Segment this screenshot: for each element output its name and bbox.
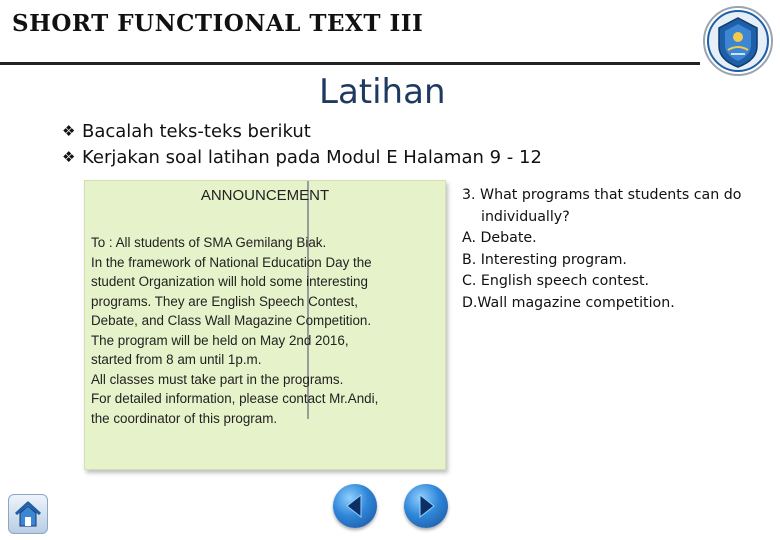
announcement-line: To : All students of SMA Gemilang Biak.	[91, 235, 327, 250]
previous-slide-button[interactable]	[333, 484, 377, 528]
arrow-right-icon	[404, 484, 448, 528]
announcement-line: All classes must take part in the programs.	[91, 371, 344, 387]
announcement-line: the coordinator of this program.	[91, 410, 278, 426]
diamond-bullet-icon: ❖	[62, 122, 76, 140]
announcement-card	[84, 180, 446, 470]
answer-option: A. Debate.	[462, 230, 537, 246]
instruction-text: Kerjakan soal latihan pada Modul E Halaman 9 - 12	[82, 146, 542, 168]
question-stem-continued: individually?	[481, 208, 570, 225]
announcement-line: started from 8 am until 1p.m.	[91, 352, 262, 367]
announcement-line: student Organization will hold some interesting	[91, 274, 368, 289]
arrow-left-icon	[333, 484, 377, 528]
slide-title: Latihan	[319, 72, 446, 112]
instruction-item	[62, 144, 542, 170]
announcement-line: programs. They are English Speech Contest,	[91, 293, 358, 309]
question-stem: 3. What programs that students can do	[462, 187, 742, 203]
announcement-body	[91, 233, 443, 428]
announcement-line: Debate, and Class Wall Magazine Competition.	[91, 313, 372, 328]
answer-option: B. Interesting program.	[462, 251, 627, 268]
next-slide-button[interactable]	[404, 484, 448, 528]
question-block	[462, 185, 772, 314]
diamond-bullet-icon: ❖	[62, 148, 76, 166]
instruction-list	[62, 118, 542, 170]
instruction-text: Bacalah teks-teks berikut	[82, 120, 311, 142]
announcement-line: In the framework of National Education Day the	[91, 254, 372, 270]
header-title: SHORT FUNCTIONAL TEXT III	[12, 10, 424, 37]
home-button[interactable]	[8, 494, 48, 534]
announcement-line: The program will be held on May 2nd 2016,	[91, 332, 349, 348]
header-rule	[0, 62, 700, 65]
instruction-item	[62, 118, 542, 144]
home-icon	[12, 498, 44, 530]
answer-option: C. English speech contest.	[462, 273, 650, 289]
announcement-line: For detailed information, please contact Mr.Andi,	[91, 391, 379, 406]
ministry-logo	[700, 4, 776, 78]
answer-option: D.Wall magazine competition.	[462, 294, 675, 311]
announcement-heading: ANNOUNCEMENT	[200, 187, 330, 204]
